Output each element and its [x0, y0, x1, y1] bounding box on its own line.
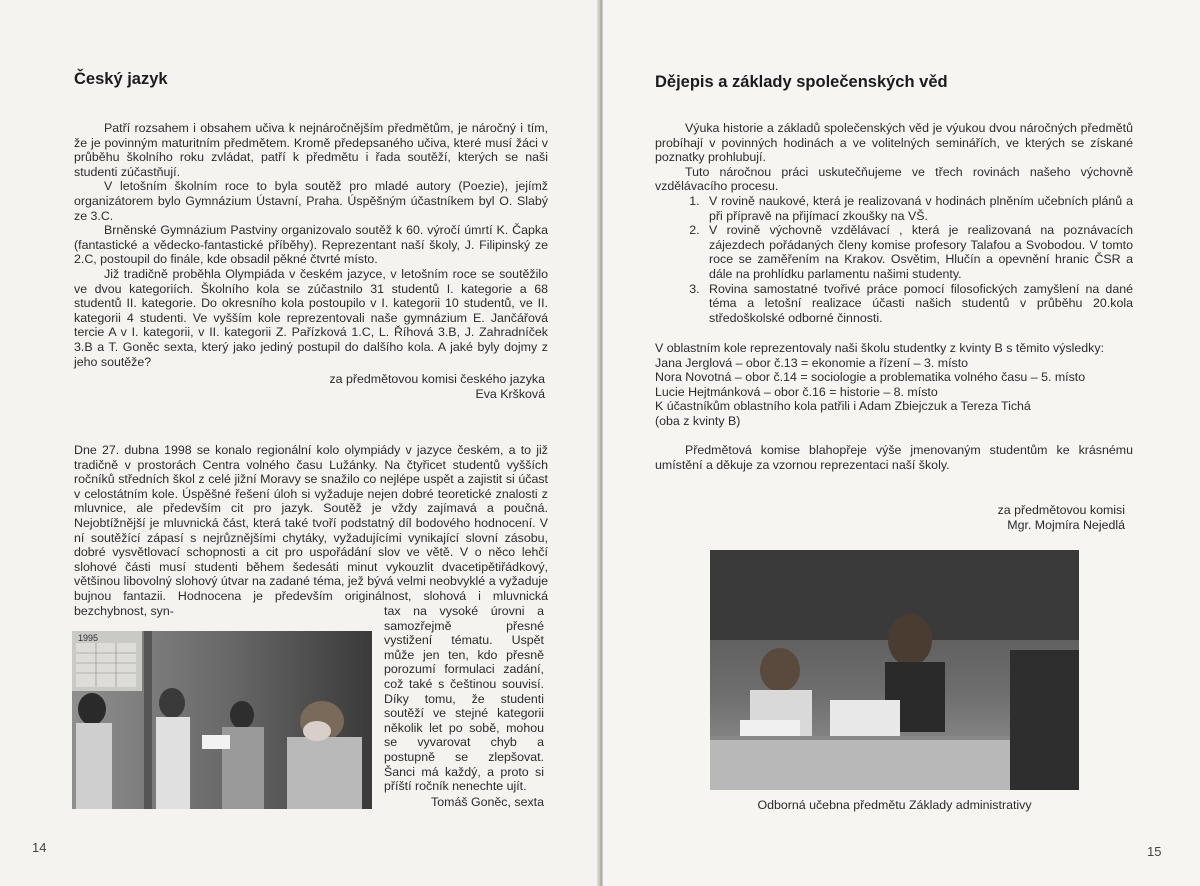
author-signature: [360, 795, 544, 810]
paragraph: Brněnské Gymnázium Pastviny organizovalo soutěž k 60. výročí úmrtí K. Čapka (fantastické a vědecko-fantastické příběhy). Reprezentant naší školy, J. Filipinský ze 2.C, postoupil do finále, kde obsadil pěkné čtvrté místo.: [74, 223, 548, 267]
photo-image: [72, 631, 372, 809]
author-name: Tomáš Goněc, sexta: [431, 795, 544, 809]
paragraph: tax na vysoké úrovni a samozřejmě přesné vystižení tématu. Uspět může jen ten, kdo přesně porozumí formulaci zadání, což také s češtinou souvisí. Díky tomu, že studenti soutěží ve stejné kategorii několik let po sobě, mohou se vyvarovat chyb a postupně se zlepšovat. Šanci má každý, a proto si příští ročník nenechte ujít.: [384, 604, 544, 794]
results-block: [655, 341, 1133, 429]
photo-image: [710, 550, 1079, 790]
intro-text: [655, 121, 1133, 325]
signature-name: Mgr. Mojmíra Nejedlá: [1007, 518, 1125, 532]
paragraph: Výuka historie a základů společenských věd je výukou dvou náročných předmětů probíhají v povinných hodinách a ve volitelných seminářích, ve kterých se získané poznatky prohlubují.: [655, 121, 1133, 165]
results-line: K účastníkům oblastního kola patřili i Adam Zbiejczuk a Tereza Tichá: [655, 399, 1031, 414]
paragraph: Dne 27. dubna 1998 se konalo regionální kolo olympiády v jazyce českém, a to již tradičně v prostorách Centra volného času Lužánky. Na čtyřicet studentů vyšších ročníků středních škol z celé jižní Moravy se snažilo co nejlépe uspět a zajistit si účast v celostátním kole. Úspěšné řešení úloh si vyžaduje nejen dobré teoretické znalosti z mluvnice, ale především cit pro jazyk. Soutěž je vždy zajímavá a poučná. Nejobtížnější je mluvnická část, která také tvoří podstatný díl bodového hodnocení. V ní soutěžící zápasí s nejrůznějšími chytáky, vyžadujícími vynikající slovní zásobu, dobré vysvětlovací schopnosti a cit pro uspořádání slov ve větě. V o něco lehčí slohové části musí studenti během šedesáti minut vykouzlit dvacetipětiřádkový, většinou libovolný slohový útvar na zadané téma, jež bývá velmi neobvyklé a vyžaduje bujnou fantazii. Hodnocena je především originálnost, slohová i mluvnická bezchybnost, syn-: [74, 443, 548, 618]
photo-caption: Odborná učebna předmětu Základy administrativy: [757, 798, 1032, 812]
signature-line: za předmětovou komisi: [997, 503, 1125, 517]
closing-text: [655, 443, 1133, 472]
classroom-photo: [710, 550, 1079, 790]
paragraph: Předmětová komise blahopřeje výše jmenovaným studentům ke krásnému umístění a děkuje za vzornou reprezentaci naší školy.: [655, 443, 1133, 472]
paragraph: Tuto náročnou práci uskutečňujeme ve třech rovinách našeho výchovně vzdělávacího procesu.: [655, 164, 1133, 194]
results-line: Nora Novotná – obor č.14 = sociologie a problematika volného času – 5. místo: [655, 370, 1086, 385]
olympiad-continued: [384, 604, 544, 794]
page-number: 15: [1147, 844, 1162, 859]
signature-name: Eva Kršková: [475, 387, 545, 401]
olympiad-photo: [72, 631, 372, 809]
signature: [903, 503, 1125, 533]
paragraph: Patří rozsahem i obsahem učiva k nejnáročnějším předmětům, je náročný i tím, že je povinným maturitním předmětem. Kromě předepsaného učiva, které musí žáci v průběhu školního roku zvládat, patří k předmětu i řada soutěží, kterých se naši studenti zúčastňují.: [74, 121, 548, 179]
ordered-list: [655, 194, 1133, 325]
signature: [300, 372, 545, 402]
paragraph: V letošním školním roce to byla soutěž pro mladé autory (Poezie), jejímž organizátorem bylo Gymnázium Ústavní, Praha. Úspěšným účastníkem byl O. Slabý ze 3.C.: [74, 179, 548, 223]
results-line: (oba z kvinty B): [655, 413, 741, 428]
results-line: Lucie Hejtmánková – obor č.16 = historie – 8. místo: [655, 384, 938, 399]
results-line: V oblastním kole reprezentovaly naši školu studentky z kvinty B s těmito výsledky:: [655, 341, 1105, 355]
calendar-year: 1995: [78, 633, 99, 643]
list-item: 2. V rovině výchovně vzdělávací , která je realizovaná na poznávacích zájezdech pořádaných členy komise profesory Talafou a Svobodou. V tomto roce se zaměřením na Krakov. Osvětim, Hlučín a opevnění hranic ČSR a dále na prohlídku parlamentu našimi studenty.: [703, 223, 1133, 281]
list-item: 3. Rovina samostatné tvořivé práce pomocí filosofických zamyšlení na dané téma a letošní realizace účasti našich studentů v průběhu 20.kola středoškolské odborné činnosti.: [703, 282, 1133, 326]
paragraph: Již tradičně proběhla Olympiáda v českém jazyce, v letošním roce se soutěžilo ve dvou kategoriích. Školního kola se zúčastnilo 31 studentů I. kategorie a 68 studentů II. kategorie. Do okresního kola postoupilo v I. kategorii 10 studentů, ve II. kategorii 4 studenti. Ve vyšším kole reprezentovali naše gymnázium E. Jančářová tercie A v I. kategorii, v II. kategorii Z. Pařízková 1.C, L. Říhová 3.B, J. Zahradníček 3.B a T. Goněc sexta, který jako jediný postupil do dalšího kola. A jaké byly dojmy z jeho soutěže?: [74, 266, 548, 369]
right-page: [603, 0, 1200, 886]
page-heading: Český jazyk: [74, 70, 168, 88]
intro-text: [74, 121, 548, 369]
signature-line: za předmětovou komisi českého jazyka: [329, 372, 545, 386]
page-heading: Dějepis a základy společenských věd: [655, 73, 948, 91]
results-line: Jana Jerglová – obor č.13 = ekonomie a řízení – 3. místo: [655, 355, 969, 370]
page-number: 14: [32, 840, 47, 855]
olympiad-text: [74, 443, 548, 618]
list-item: 1. V rovině naukové, která je realizovaná v hodinách plněním učebních plánů a při přípravě na přijímací zkoušky na VŠ.: [703, 194, 1133, 223]
